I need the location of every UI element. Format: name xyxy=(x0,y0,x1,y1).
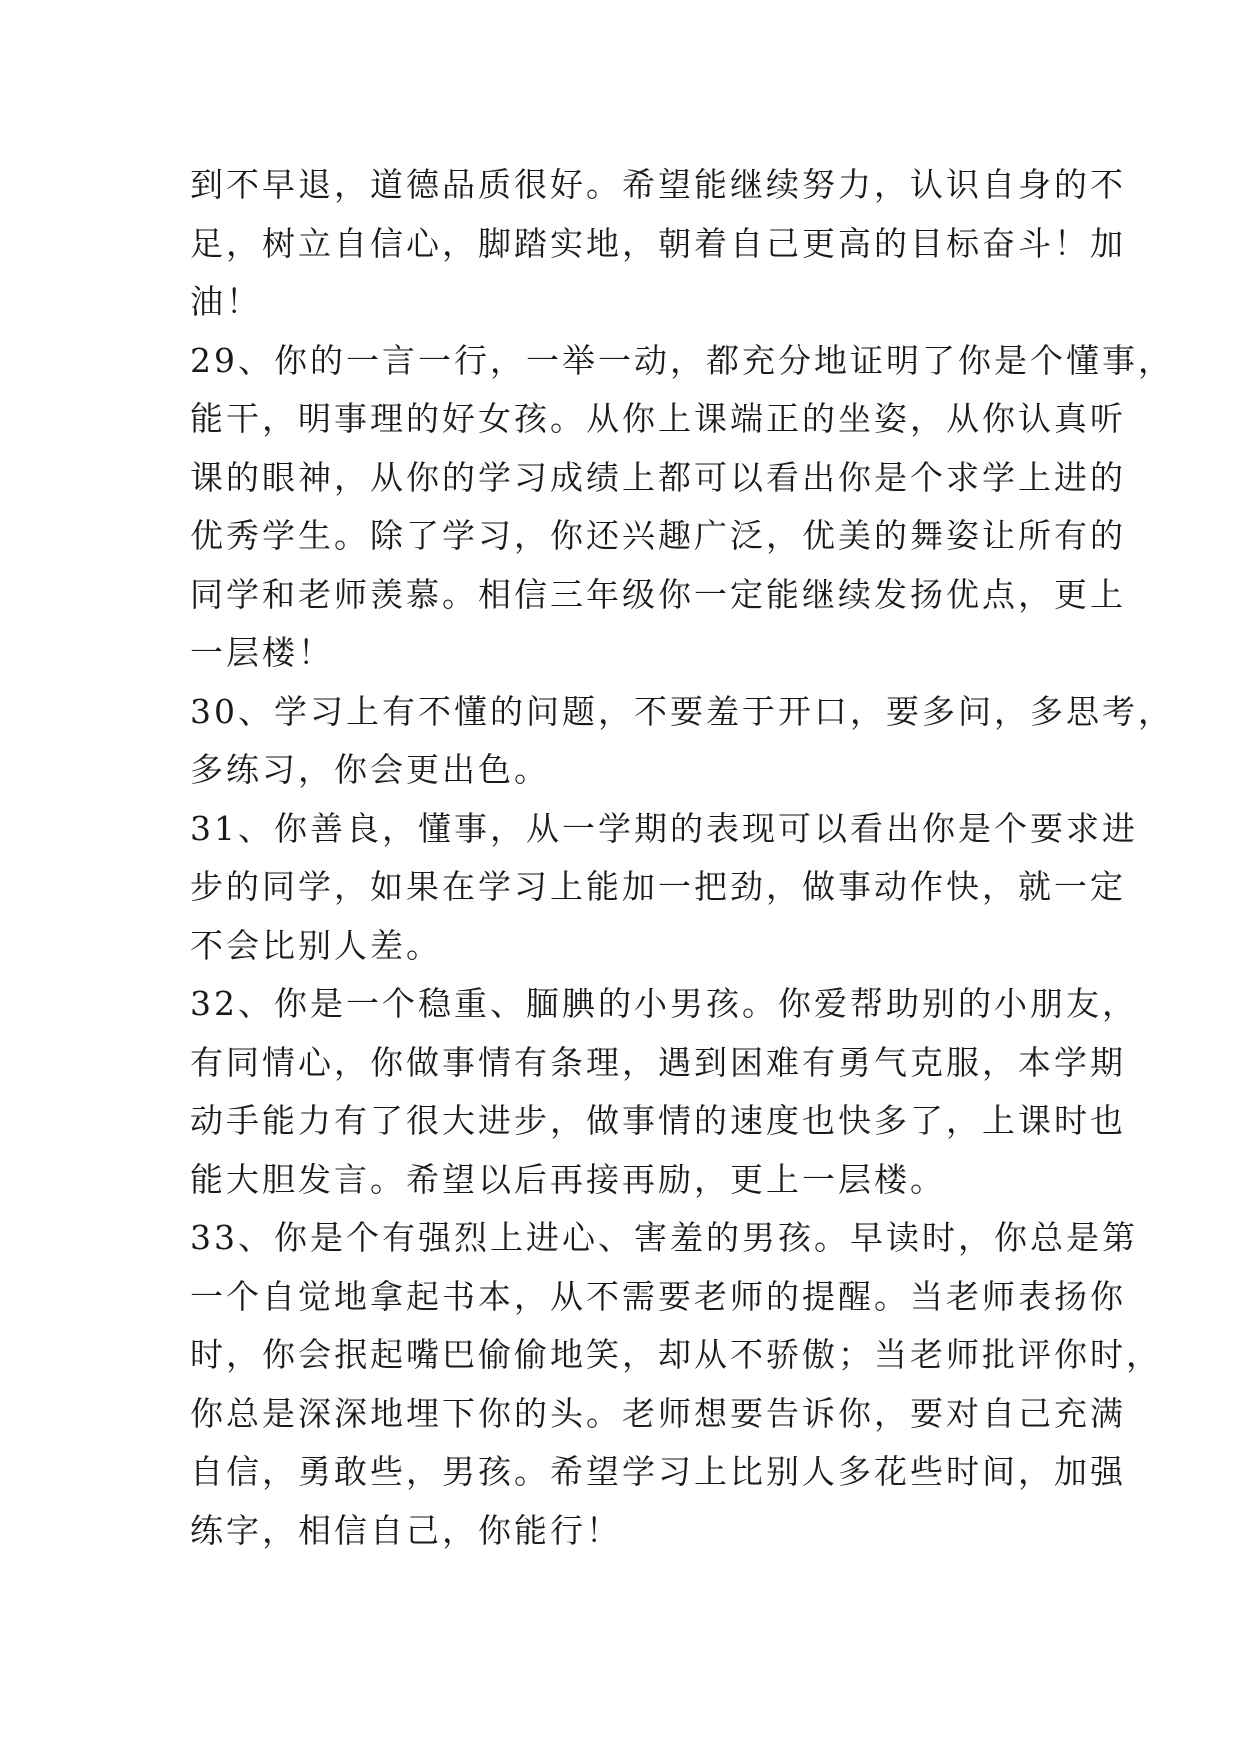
text-line: 到不早退，道德品质很好。希望能继续努力，认识自身的不 xyxy=(190,165,1126,204)
text-line: 自信，勇敢些，男孩。希望学习上比别人多花些时间，加强 xyxy=(190,1452,1126,1491)
text-line: 有同情心，你做事情有条理，遇到困难有勇气克服，本学期 xyxy=(190,1042,1126,1082)
text-line: 课的眼神，从你的学习成绩上都可以看出你是个求学上进的 xyxy=(190,457,1126,497)
text-line: 一个自觉地拿起书本，从不需要老师的提醒。当老师表扬你 xyxy=(190,1276,1126,1316)
text-line: 一层楼！ xyxy=(190,633,334,672)
text-line: 29、你的一言一行，一举一动，都充分地证明了你是个懂事， xyxy=(190,340,1174,380)
text-line: 步的同学，如果在学习上能加一把劲，做事动作快，就一定 xyxy=(190,867,1126,906)
text-line: 30、学习上有不懂的问题，不要羞于开口，要多问，多思考， xyxy=(190,691,1174,731)
document-body xyxy=(190,156,1174,1560)
text-line: 动手能力有了很大进步，做事情的速度也快多了，上课时也 xyxy=(190,1101,1126,1140)
text-line: 不会比别人差。 xyxy=(190,925,442,965)
text-line: 足，树立自信心，脚踏实地，朝着自己更高的目标奋斗！加 xyxy=(190,223,1126,263)
text-line: 同学和老师羡慕。相信三年级你一定能继续发扬优点，更上 xyxy=(190,574,1126,614)
text-line: 能干，明事理的好女孩。从你上课端正的坐姿，从你认真听 xyxy=(190,399,1126,438)
text-line: 时，你会抿起嘴巴偷偷地笑，却从不骄傲；当老师批评你时， xyxy=(190,1335,1162,1374)
text-line: 32、你是一个稳重、腼腆的小男孩。你爱帮助别的小朋友， xyxy=(190,984,1138,1023)
text-line: 能大胆发言。希望以后再接再励，更上一层楼。 xyxy=(190,1159,946,1199)
text-line: 33、你是个有强烈上进心、害羞的男孩。早读时，你总是第 xyxy=(190,1218,1138,1257)
text-line: 31、你善良，懂事，从一学期的表现可以看出你是个要求进 xyxy=(190,808,1138,848)
text-line: 你总是深深地埋下你的头。老师想要告诉你，要对自己充满 xyxy=(190,1393,1126,1433)
text-line: 多练习，你会更出色。 xyxy=(190,750,550,789)
text-line: 练字，相信自己，你能行！ xyxy=(190,1510,622,1550)
text-line: 油！ xyxy=(190,282,262,321)
text-line: 优秀学生。除了学习，你还兴趣广泛，优美的舞姿让所有的 xyxy=(190,516,1126,555)
